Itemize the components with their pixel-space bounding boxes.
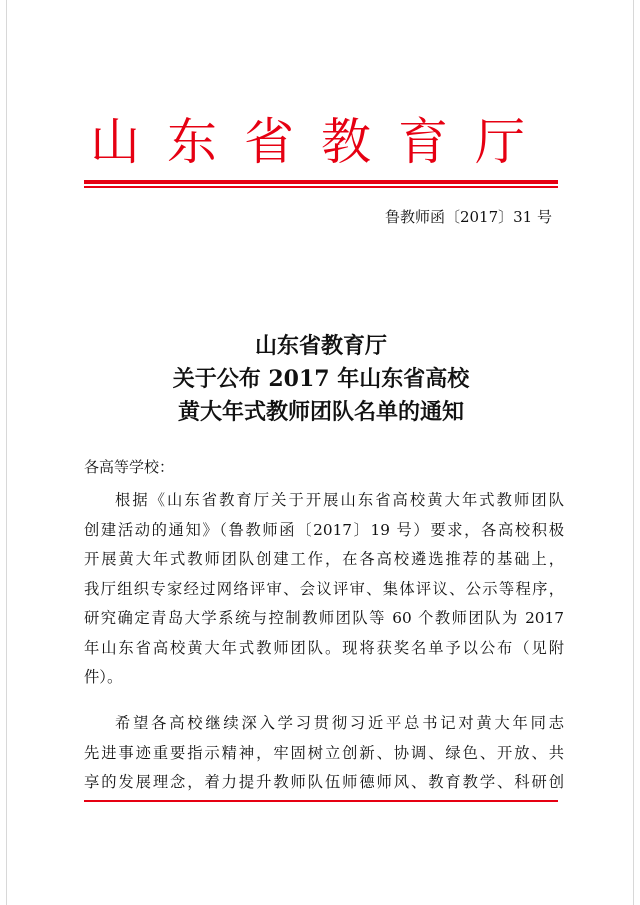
body-paragraph-2 (84, 709, 564, 798)
paragraph-line: 我厅组织专家经过网络评审、会议评审、集体评议、公示等程序， (84, 579, 564, 598)
title-line-1: 山东省教育厅 (254, 333, 387, 359)
paragraph-line: 根据《山东省教育厅关于开展山东省高校黄大年式教师团队 (115, 491, 564, 509)
paragraph-line: 研究确定青岛大学系统与控制教师团队等 60 个教师团队为 2017 (84, 609, 564, 627)
title-line-2: 关于公布 2017 年山东省高校 (172, 366, 470, 392)
title-line-3: 黄大年式教师团队名单的通知 (177, 399, 464, 425)
page-edge-left (6, 0, 7, 905)
masthead-red-rule-thick (84, 180, 558, 184)
document-number: 鲁教师函〔2017〕31 号 (384, 208, 552, 226)
footer-red-rule (84, 800, 558, 802)
paragraph-line: 创建活动的通知》（鲁教师函〔2017〕19 号）要求，各高校积极 (84, 520, 564, 539)
masthead-red-rule-thin (84, 186, 558, 188)
page-edge-right (633, 0, 634, 905)
body-paragraph-1 (84, 486, 564, 693)
paragraph-line: 年山东省高校黄大年式教师团队。现将获奖名单予以公布（见附 (84, 638, 564, 657)
document-title (84, 330, 558, 429)
issuer-masthead: 山东省教育厅 (90, 113, 552, 171)
paragraph-line: 件）。 (84, 668, 123, 686)
paragraph-line: 希望各高校继续深入学习贯彻习近平总书记对黄大年同志 (115, 714, 564, 732)
paragraph-line: 开展黄大年式教师团队创建工作，在各高校遴选推荐的基础上， (84, 550, 564, 568)
paragraph-line: 先进事迹重要指示精神，牢固树立创新、协调、绿色、开放、共 (84, 743, 564, 762)
paragraph-line: 享的发展理念，着力提升教师队伍师德师风、教育教学、科研创 (84, 773, 564, 791)
salutation: 各高等学校： (84, 458, 175, 476)
